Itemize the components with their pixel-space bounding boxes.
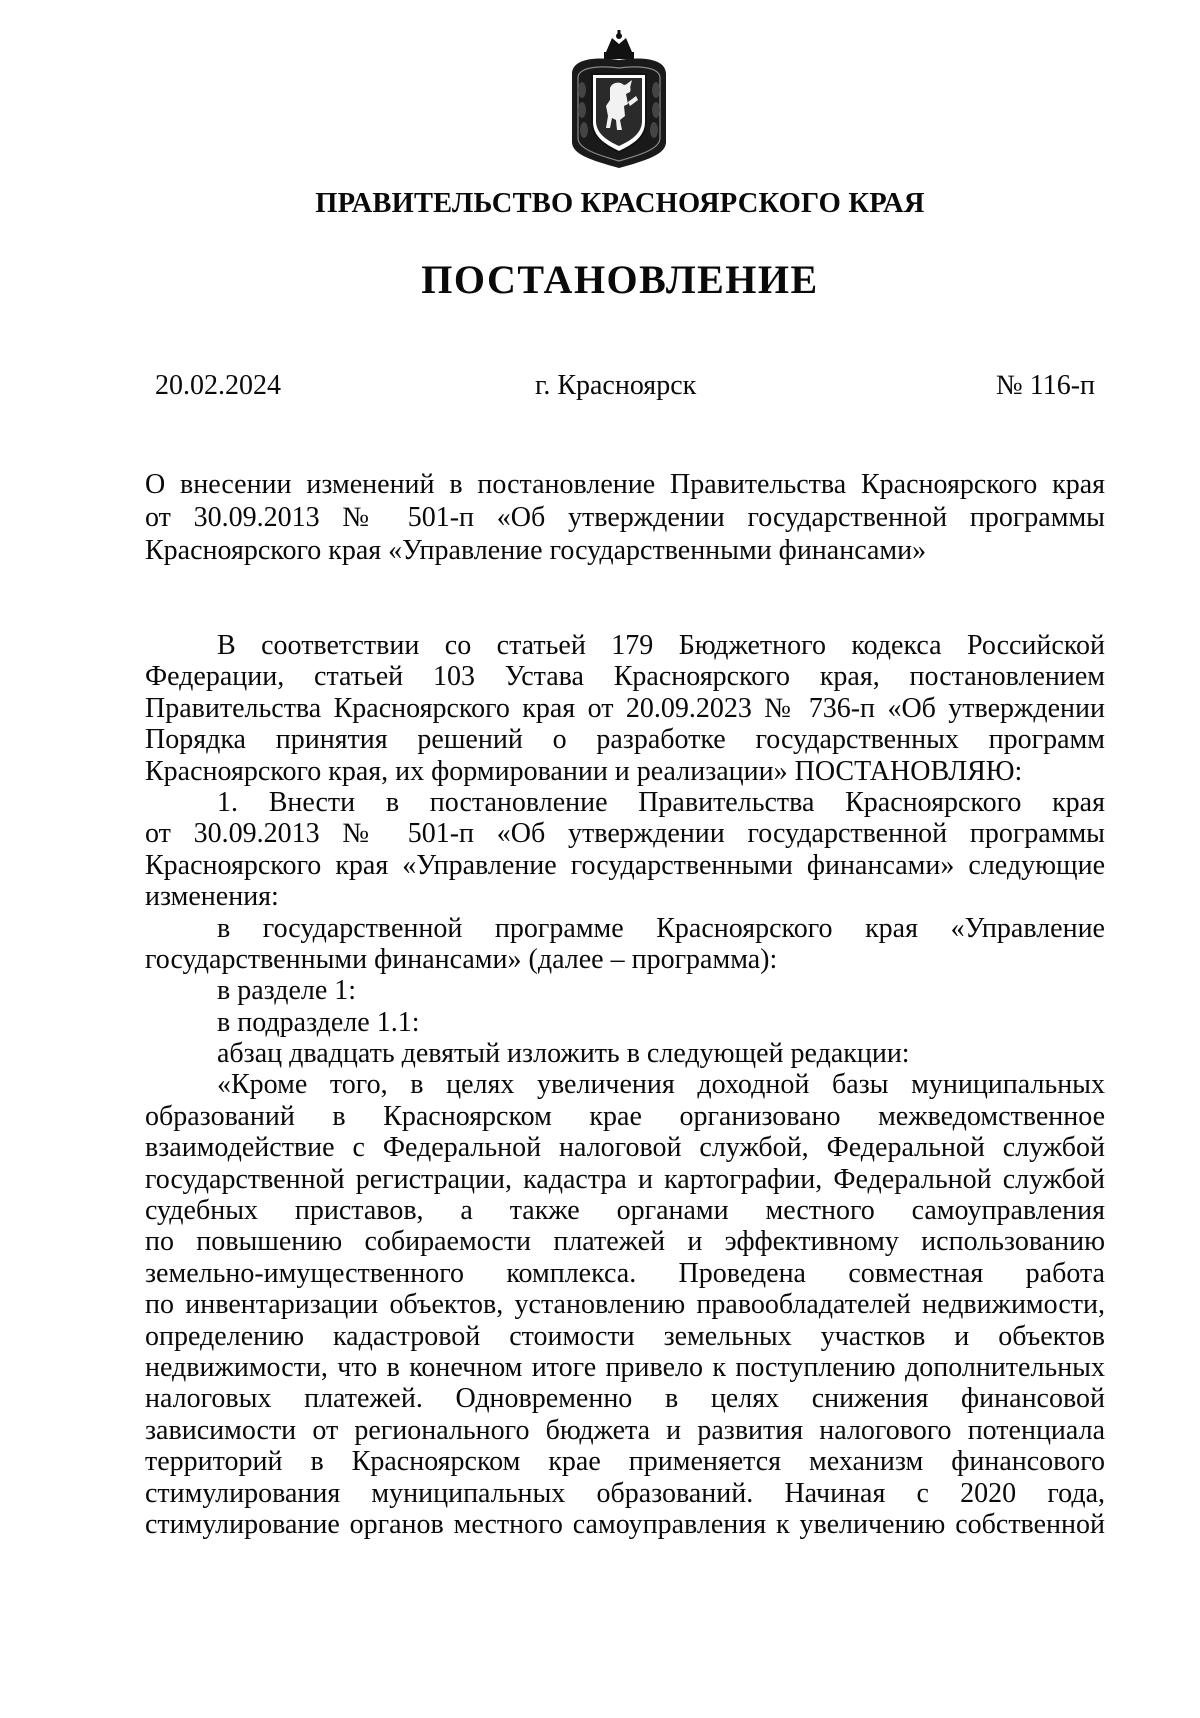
government-title: ПРАВИТЕЛЬСТВО КРАСНОЯРСКОГО КРАЯ <box>315 188 925 219</box>
body-line: Красноярского края «Управление государственными финансами» следующие <box>145 849 1105 881</box>
body-line: в разделе 1: <box>217 975 357 1007</box>
document-number: № 116-п <box>996 370 1095 401</box>
body-line: изменения: <box>145 881 279 913</box>
subject-line: от 30.09.2013 № 501-п «Об утверждении государственной программы <box>145 502 1105 533</box>
body-line: судебных приставов, а также органами местного самоуправления <box>145 1195 1105 1227</box>
body-line: Федерации, статьей 103 Устава Красноярского края, постановлением <box>145 661 1105 693</box>
body-line: зависимости от регионального бюджета и развития налогового потенциала <box>145 1414 1105 1446</box>
krasnoyarsk-coat-of-arms-icon <box>562 30 676 172</box>
subject-line: О внесении изменений в постановление Правительства Красноярского края <box>145 469 1105 500</box>
body-line: В соответствии со статьей 179 Бюджетного кодекса Российской <box>217 630 1105 661</box>
body-line: государственной регистрации, кадастра и картографии, Федеральной службой <box>145 1163 1105 1195</box>
body-line: недвижимости, что в конечном итоге привело к поступлению дополнительных <box>145 1351 1105 1383</box>
body-line: стимулирования муниципальных образований. Начиная с 2020 года, <box>145 1477 1105 1509</box>
document-date: 20.02.2024 <box>155 370 281 401</box>
body-line: абзац двадцать девятый изложить в следующей редакции: <box>217 1038 910 1070</box>
document-city: г. Красноярск <box>535 370 697 401</box>
body-line: стимулирование органов местного самоуправления к увеличению собственной <box>145 1508 1105 1540</box>
body-line: образований в Красноярском крае организовано межведомственное <box>145 1100 1105 1132</box>
subject-line: Красноярского края «Управление государственными финансами» <box>145 535 927 566</box>
body-line: Порядка принятия решений о разработке государственных программ <box>145 724 1105 756</box>
body-line: по инвентаризации объектов, установлению правообладателей недвижимости, <box>145 1289 1105 1321</box>
body-line: взаимодействие с Федеральной налоговой службой, Федеральной службой <box>145 1132 1105 1164</box>
document-subject <box>145 468 1105 567</box>
body-line: определению кадастровой стоимости земельных участков и объектов <box>145 1320 1105 1352</box>
body-line: по повышению собираемости платежей и эффективному использованию <box>145 1226 1105 1258</box>
body-line: в государственной программе Красноярского края «Управление <box>217 912 1105 944</box>
body-line: Красноярского края, их формировании и реализации» ПОСТАНОВЛЯЮ: <box>145 755 1023 787</box>
body-line: от 30.09.2013 № 501-п «Об утверждении государственной программы <box>145 818 1105 850</box>
body-line: земельно-имущественного комплекса. Проведена совместная работа <box>145 1257 1105 1289</box>
document-meta <box>155 370 1095 406</box>
body-line: налоговых платежей. Одновременно в целях снижения финансовой <box>145 1383 1105 1415</box>
body-line: 1. Внести в постановление Правительства Красноярского края <box>217 786 1105 818</box>
body-line: в подразделе 1.1: <box>217 1006 420 1038</box>
body-line: «Кроме того, в целях увеличения доходной базы муниципальных <box>217 1069 1105 1101</box>
document-body <box>145 630 1105 1540</box>
body-line: территорий в Красноярском крае применяется механизм финансового <box>145 1446 1105 1478</box>
document-type-title: ПОСТАНОВЛЕНИЕ <box>421 257 819 302</box>
body-line: государственными финансами» (далее – программа): <box>145 943 778 975</box>
body-line: Правительства Красноярского края от 20.09.2023 № 736-п «Об утверждении <box>145 692 1105 724</box>
